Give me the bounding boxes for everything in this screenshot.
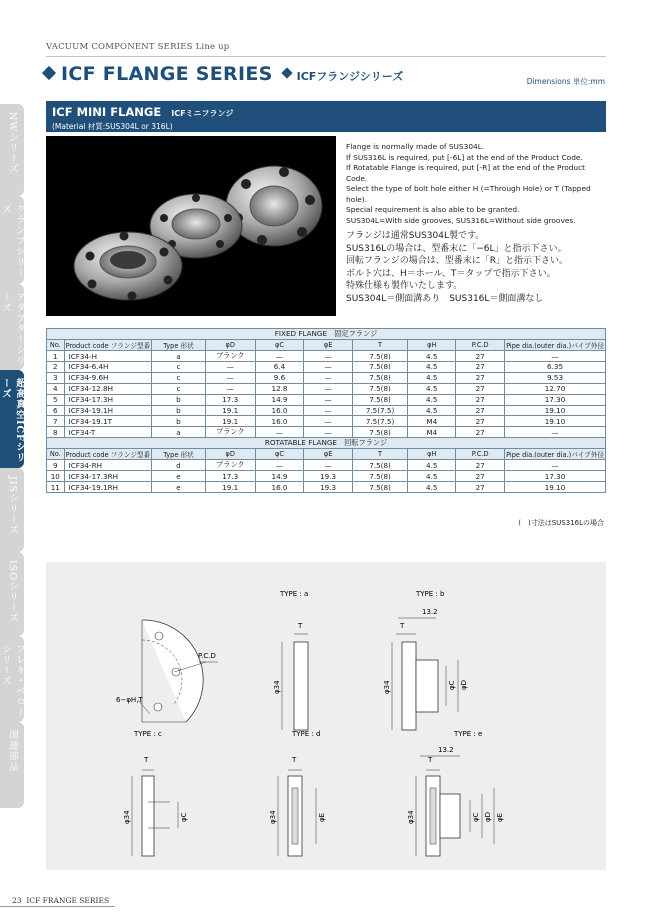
sidebar-tab-parts[interactable] xyxy=(0,722,24,808)
table-cell: 14.9 xyxy=(255,394,304,405)
table-cell: 27 xyxy=(456,471,505,482)
table-cell: ICF34-17.3RH xyxy=(64,471,152,482)
dimensions-unit: Dimensions 単位:mm xyxy=(526,77,605,86)
table-cell: 14.9 xyxy=(255,471,304,482)
table-cell: ICF34-12.8H xyxy=(64,383,152,394)
table-cell: 19.1 xyxy=(205,405,255,416)
table-header-cell: No. xyxy=(47,449,65,460)
table-cell: 17.3 xyxy=(205,394,255,405)
sidebar-tab-label: アダプターシリーズ xyxy=(0,292,25,366)
table-section-title: ROTATABLE FLANGE 回転フランジ xyxy=(47,438,606,449)
table-cell: 7.5(8) xyxy=(352,351,407,362)
table-cell: 19.10 xyxy=(505,405,606,416)
t-label: T xyxy=(428,756,433,764)
table-cell: — xyxy=(255,427,304,438)
page-footer xyxy=(12,896,109,905)
table-cell: 4.5 xyxy=(408,405,456,416)
table-cell: ICF34-19.1RH xyxy=(64,482,152,493)
page-number: 23 xyxy=(12,896,22,905)
sidebar-tab-label: フレキ・ベローシリーズ xyxy=(0,644,25,718)
t-label: T xyxy=(144,756,149,764)
table-cell: 27 xyxy=(456,383,505,394)
table-cell: — xyxy=(255,460,304,471)
table-cell: 4.5 xyxy=(408,383,456,394)
table-cell: — xyxy=(205,372,255,383)
section-title: ICF MINI FLANGE xyxy=(52,105,162,119)
table-row xyxy=(47,482,606,493)
type-d-label: TYPE : d xyxy=(292,730,321,738)
table-header-cell: Pipe dia.(outer dia.)パイプ外径 xyxy=(505,449,606,460)
description-line: Select the type of bolt hole either H (=Through Hole) or T (Tapped hole). xyxy=(346,184,591,204)
table-cell: 27 xyxy=(456,372,505,383)
table-cell: ブランク xyxy=(205,427,255,438)
description-line: SUS304L＝側面溝あり SUS316L＝側面溝なし xyxy=(346,293,544,304)
table-cell: 4.5 xyxy=(408,460,456,471)
description-line: If Rotatable Flange is required, put [-R] at the end of the Product Code. xyxy=(346,163,586,183)
sidebar-tab-nw[interactable] xyxy=(0,104,24,196)
type-e-side-view xyxy=(416,756,494,856)
table-cell: — xyxy=(205,362,255,373)
t-label: T xyxy=(292,756,297,764)
sidebar-tab-label: クランプシリーズ xyxy=(0,204,25,278)
section-title-ja: ICFミニフランジ xyxy=(171,109,234,118)
table-cell: — xyxy=(304,383,353,394)
type-a-front-view xyxy=(138,620,218,722)
table-cell: 19.3 xyxy=(304,471,353,482)
footer-label: ICF FRANGE SERIES xyxy=(26,896,110,905)
sidebar-tab-label: 関連部品 xyxy=(7,730,18,772)
table-cell: ICF34-RH xyxy=(64,460,152,471)
table-cell: M4 xyxy=(408,416,456,427)
table-cell: c xyxy=(152,383,206,394)
type-c-side-view xyxy=(132,770,178,856)
table-cell: 27 xyxy=(456,482,505,493)
phic-label: φC xyxy=(180,812,188,822)
table-cell: 27 xyxy=(456,460,505,471)
table-header-cell: T xyxy=(352,449,407,460)
t-label: T xyxy=(298,622,303,630)
table-cell: c xyxy=(152,372,206,383)
table-cell: 17.30 xyxy=(505,394,606,405)
type-d-side-view xyxy=(278,770,316,856)
table-cell: 27 xyxy=(456,394,505,405)
table-cell: — xyxy=(505,351,606,362)
top-rule xyxy=(46,56,606,57)
phi34-label: φ34 xyxy=(123,810,131,824)
table-cell: 7.5(8) xyxy=(352,427,407,438)
table-cell: b xyxy=(152,416,206,427)
table-cell: 7.5(8) xyxy=(352,460,407,471)
sidebar-tab-label: 超高真空ICFシリーズ xyxy=(0,378,25,463)
type-c-label: TYPE : c xyxy=(134,730,162,738)
table-cell: d xyxy=(152,460,206,471)
table-cell: — xyxy=(304,372,353,383)
section-material: (Material 材質:SUS304L or 316L) xyxy=(52,122,173,131)
table-cell: b xyxy=(152,405,206,416)
table-cell: 17.30 xyxy=(505,471,606,482)
table-cell: M4 xyxy=(408,427,456,438)
table-cell: 9.6 xyxy=(255,372,304,383)
table-row xyxy=(47,405,606,416)
sidebar-tab-label: NWシリーズ xyxy=(7,112,18,175)
table-header-cell: φD xyxy=(205,449,255,460)
table-row xyxy=(47,383,606,394)
phi34-label: φ34 xyxy=(383,680,391,694)
table-cell: 12.8 xyxy=(255,383,304,394)
table-cell: 4.5 xyxy=(408,351,456,362)
table-header-cell: Type 形状 xyxy=(152,340,206,351)
table-header-cell: φH xyxy=(408,340,456,351)
table-cell: 4.5 xyxy=(408,362,456,373)
t-label: T xyxy=(400,622,405,630)
phid-label: φD xyxy=(460,679,468,690)
description-line: 特殊仕様も製作いたします。 xyxy=(346,281,463,291)
table-cell: 6.35 xyxy=(505,362,606,373)
table-cell: e xyxy=(152,482,206,493)
table-cell: 27 xyxy=(456,405,505,416)
table-header-cell: φC xyxy=(255,340,304,351)
page-title-text: ICF FLANGE SERIES xyxy=(61,63,273,85)
table-header-cell: Type 形状 xyxy=(152,449,206,460)
table-cell: 4 xyxy=(47,383,65,394)
diamond-icon xyxy=(42,66,56,80)
table-cell: ICF34-T xyxy=(64,427,152,438)
holes-label: 6−φH,T xyxy=(116,696,143,704)
table-cell: 16.0 xyxy=(255,416,304,427)
table-cell: 19.1 xyxy=(205,482,255,493)
product-photo xyxy=(46,136,336,316)
table-section-row xyxy=(47,329,606,340)
table-cell: 4.5 xyxy=(408,394,456,405)
sidebar-tab-label: JISシリーズ xyxy=(7,476,18,536)
table-cell: — xyxy=(304,394,353,405)
table-cell: — xyxy=(304,416,353,427)
phi34-label: φ34 xyxy=(269,810,277,824)
table-header-cell: Product code フランジ型番 xyxy=(64,340,152,351)
table-cell: 4.5 xyxy=(408,482,456,493)
table-cell: 16.0 xyxy=(255,482,304,493)
table-cell: 10 xyxy=(47,471,65,482)
table-header-cell: P.C.D xyxy=(456,340,505,351)
page-title-ja: ICFフランジシリーズ xyxy=(296,70,404,83)
table-cell: — xyxy=(505,460,606,471)
description-en xyxy=(346,142,608,226)
table-row xyxy=(47,351,606,362)
table-cell: — xyxy=(505,427,606,438)
table-header-cell: φD xyxy=(205,340,255,351)
type-a-label: TYPE : a xyxy=(280,590,309,598)
table-cell: 6 xyxy=(47,405,65,416)
dim-13-2-label: 13.2 xyxy=(438,746,454,754)
table-row xyxy=(47,471,606,482)
description-line: Flange is normally made of SUS304L. xyxy=(346,142,485,151)
description-line: フランジは通常SUS304L製です。 xyxy=(346,231,485,241)
table-cell: ICF34-17.3H xyxy=(64,394,152,405)
table-header-cell: No. xyxy=(47,340,65,351)
phie-label: φE xyxy=(318,812,326,822)
table-cell: ICF34-6.4H xyxy=(64,362,152,373)
table-cell: 7 xyxy=(47,416,65,427)
table-cell: 7.5(8) xyxy=(352,362,407,373)
description-line: If SUS316L is required, put [-6L] at the end of the Product Code. xyxy=(346,152,583,162)
table-row xyxy=(47,362,606,373)
table-cell: 8 xyxy=(47,427,65,438)
table-cell: — xyxy=(304,427,353,438)
table-cell: c xyxy=(152,362,206,373)
table-cell: 19.3 xyxy=(304,482,353,493)
phic-label: φC xyxy=(448,680,456,690)
table-header-cell: φH xyxy=(408,449,456,460)
table-cell: 7.5(7.5) xyxy=(352,405,407,416)
table-note: ( )寸法はSUS316Lの場合 xyxy=(518,519,604,527)
type-a-side-view xyxy=(282,634,308,730)
table-cell: 1 xyxy=(47,351,65,362)
table-cell: ICF34-9.6H xyxy=(64,372,152,383)
table-row xyxy=(47,372,606,383)
table-cell: 7.5(7.5) xyxy=(352,416,407,427)
table-cell: ICF34-19.1H xyxy=(64,405,152,416)
table-cell: — xyxy=(304,351,353,362)
table-cell: 5 xyxy=(47,394,65,405)
table-cell: 11 xyxy=(47,482,65,493)
phic-label: φC xyxy=(472,812,480,822)
table-header-row xyxy=(47,340,606,351)
footer-rule xyxy=(0,906,115,907)
table-cell: 7.5(8) xyxy=(352,471,407,482)
sidebar-tab-adapter[interactable] xyxy=(0,284,24,370)
description-line: ボルト穴は、H＝ホール、T＝タップで指示下さい。 xyxy=(346,268,556,279)
table-header-cell: φE xyxy=(304,340,353,351)
phid-label: φD xyxy=(484,811,492,822)
description-line: 回転フランジの場合は、型番末に「R」と指示下さい。 xyxy=(346,256,569,266)
table-row xyxy=(47,427,606,438)
table-header-row xyxy=(47,449,606,460)
technical-drawings xyxy=(46,562,606,870)
table-cell: ICF34-19.1T xyxy=(64,416,152,427)
phie-label: φE xyxy=(496,812,504,822)
description-line: SUS316Lの場合は、型番末に「−6L」と指示下さい。 xyxy=(346,243,567,254)
table-cell: 6.4 xyxy=(255,362,304,373)
table-section-title: FIXED FLANGE 固定フランジ xyxy=(47,329,606,340)
phi34-label: φ34 xyxy=(407,810,415,824)
table-cell: e xyxy=(152,471,206,482)
table-row xyxy=(47,394,606,405)
table-cell: ICF34-H xyxy=(64,351,152,362)
series-line: VACUUM COMPONENT SERIES Line up xyxy=(46,42,230,52)
table-cell: 27 xyxy=(456,427,505,438)
table-cell: 4.5 xyxy=(408,372,456,383)
table-cell: — xyxy=(304,362,353,373)
table-cell: ブランク xyxy=(205,460,255,471)
type-b-label: TYPE : b xyxy=(416,590,445,598)
table-cell: a xyxy=(152,351,206,362)
page-title xyxy=(44,63,403,85)
sidebar-tab-clamp[interactable] xyxy=(0,196,24,284)
sidebar-tab-icf[interactable] xyxy=(0,370,24,468)
sidebar-tab-iso[interactable] xyxy=(0,552,24,636)
table-cell: — xyxy=(304,405,353,416)
sidebar-tab-label: ISOシリーズ xyxy=(7,560,18,624)
table-cell: — xyxy=(255,351,304,362)
table-cell: 19.10 xyxy=(505,416,606,427)
description-line: SUS304L=With side grooves, SUS316L=Without side grooves. xyxy=(346,215,576,225)
type-e-label: TYPE : e xyxy=(454,730,483,738)
drawings-svg xyxy=(46,562,606,870)
table-cell: 17.3 xyxy=(205,471,255,482)
table-cell: 7.5(8) xyxy=(352,372,407,383)
table-cell: 27 xyxy=(456,362,505,373)
table-cell: 7.5(8) xyxy=(352,394,407,405)
flange-photo-illustration xyxy=(46,136,336,316)
table-cell: 2 xyxy=(47,362,65,373)
section-banner xyxy=(46,101,606,132)
spec-table xyxy=(46,328,606,493)
table-cell: 19.1 xyxy=(205,416,255,427)
table-header-cell: φC xyxy=(255,449,304,460)
table-cell: 4.5 xyxy=(408,471,456,482)
table-cell: b xyxy=(152,394,206,405)
table-cell: 27 xyxy=(456,416,505,427)
table-cell: 9 xyxy=(47,460,65,471)
table-cell: a xyxy=(152,427,206,438)
table-row xyxy=(47,416,606,427)
dim-13-2-label: 13.2 xyxy=(422,608,438,616)
table-header-cell: P.C.D xyxy=(456,449,505,460)
phi34-label: φ34 xyxy=(273,680,281,694)
table-row xyxy=(47,460,606,471)
sidebar-tab-jis[interactable] xyxy=(0,468,24,552)
table-cell: 27 xyxy=(456,351,505,362)
description-ja xyxy=(346,230,608,305)
table-header-cell: T xyxy=(352,340,407,351)
type-b-side-view xyxy=(392,618,458,730)
table-cell: 19.10 xyxy=(505,482,606,493)
sidebar-tab-flex[interactable] xyxy=(0,636,24,722)
table-cell: 3 xyxy=(47,372,65,383)
table-header-cell: φE xyxy=(304,449,353,460)
table-header-cell: Product code フランジ型番 xyxy=(64,449,152,460)
table-cell: 7.5(8) xyxy=(352,383,407,394)
table-cell: 7.5(8) xyxy=(352,482,407,493)
table-cell: 12.70 xyxy=(505,383,606,394)
table-cell: 16.0 xyxy=(255,405,304,416)
diamond-icon xyxy=(281,67,292,78)
table-header-cell: Pipe dia.(outer dia.)パイプ外径 xyxy=(505,340,606,351)
table-section-row xyxy=(47,438,606,449)
table-cell: 9.53 xyxy=(505,372,606,383)
description-line: Special requirement is also able to be granted. xyxy=(346,205,520,214)
table-cell: ブランク xyxy=(205,351,255,362)
pcd-label: P.C.D xyxy=(198,652,216,660)
table-cell: — xyxy=(205,383,255,394)
table-cell: — xyxy=(304,460,353,471)
